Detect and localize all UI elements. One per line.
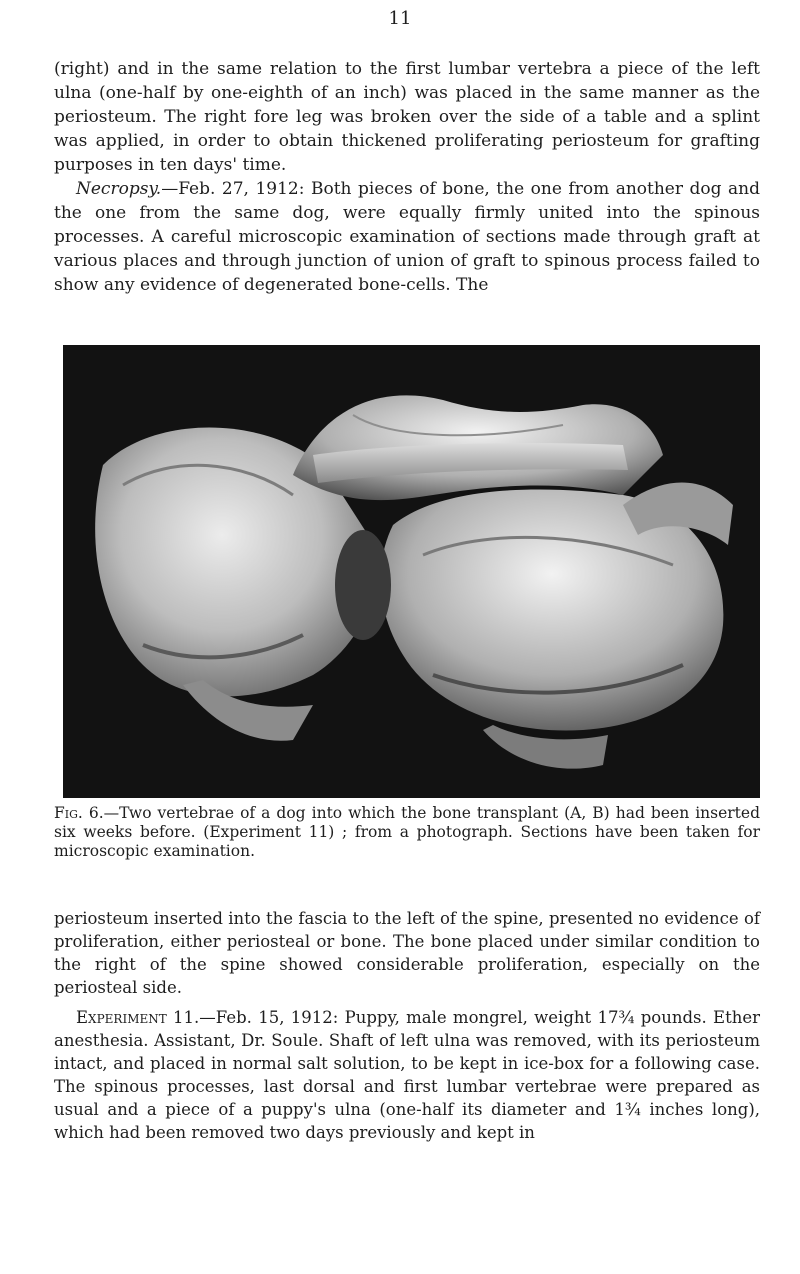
bottom-text-block — [54, 907, 760, 1144]
necropsy-text: —Feb. 27, 1912: Both pieces of bone, the one from another dog and the one from the same dog, were equally firmly united into the spinous processes. A careful microscopic examination of sections made through graft at various places and through junction of union of graft to spinous process failed to show any evidence of degenerated bone-cells. The — [54, 179, 760, 295]
top-text-block — [54, 57, 760, 297]
vertebrae-photograph — [63, 345, 760, 798]
figure-caption-text: —Two vertebrae of a dog into which the bone transplant (A, B) had been inserted six weeks before. (Experiment 11) ; from a photograph. Sections have been taken for microscopic examination. — [54, 804, 761, 860]
experiment-label: Experiment 11. — [76, 1008, 200, 1027]
page-number: 11 — [388, 8, 412, 29]
experiment-paragraph — [54, 1006, 760, 1144]
experiment-text: —Feb. 15, 1912: Puppy, male mongrel, weight 17¾ pounds. Ether anesthesia. Assistant, Dr. Soule. Shaft of left ulna was removed, with its periosteum intact, and placed in normal salt solution, to be kept in ice-box for a following case. The spinous processes, last dorsal and first lumbar vertebrae were prepared as usual and a piece of a puppy's ulna (one-half its diameter and 1¾ inches long), which had been removed two days previously and kept in — [54, 1008, 761, 1142]
vertebrae-illustration — [63, 345, 760, 798]
necropsy-paragraph — [54, 177, 760, 297]
opening-paragraph: (right) and in the same relation to the first lumbar vertebra a piece of the left ulna (one-half by one-eighth of an inch) was placed in the same manner as the periosteum. The right fore leg was broken over the side of a table and a splint was applied, in order to obtain thickened proliferating periosteum for grafting purposes in ten days' time. — [54, 59, 760, 175]
continuation-paragraph: periosteum inserted into the fascia to the left of the spine, presented no evidence of proliferation, either periosteal or bone. The bone placed under similar condition to the right of the spine showed considerable proliferation, especially on the periosteal side. — [54, 909, 760, 997]
figure-caption — [54, 804, 760, 861]
necropsy-label: Necropsy. — [76, 179, 162, 199]
figure-label: Fig. 6. — [54, 804, 104, 822]
